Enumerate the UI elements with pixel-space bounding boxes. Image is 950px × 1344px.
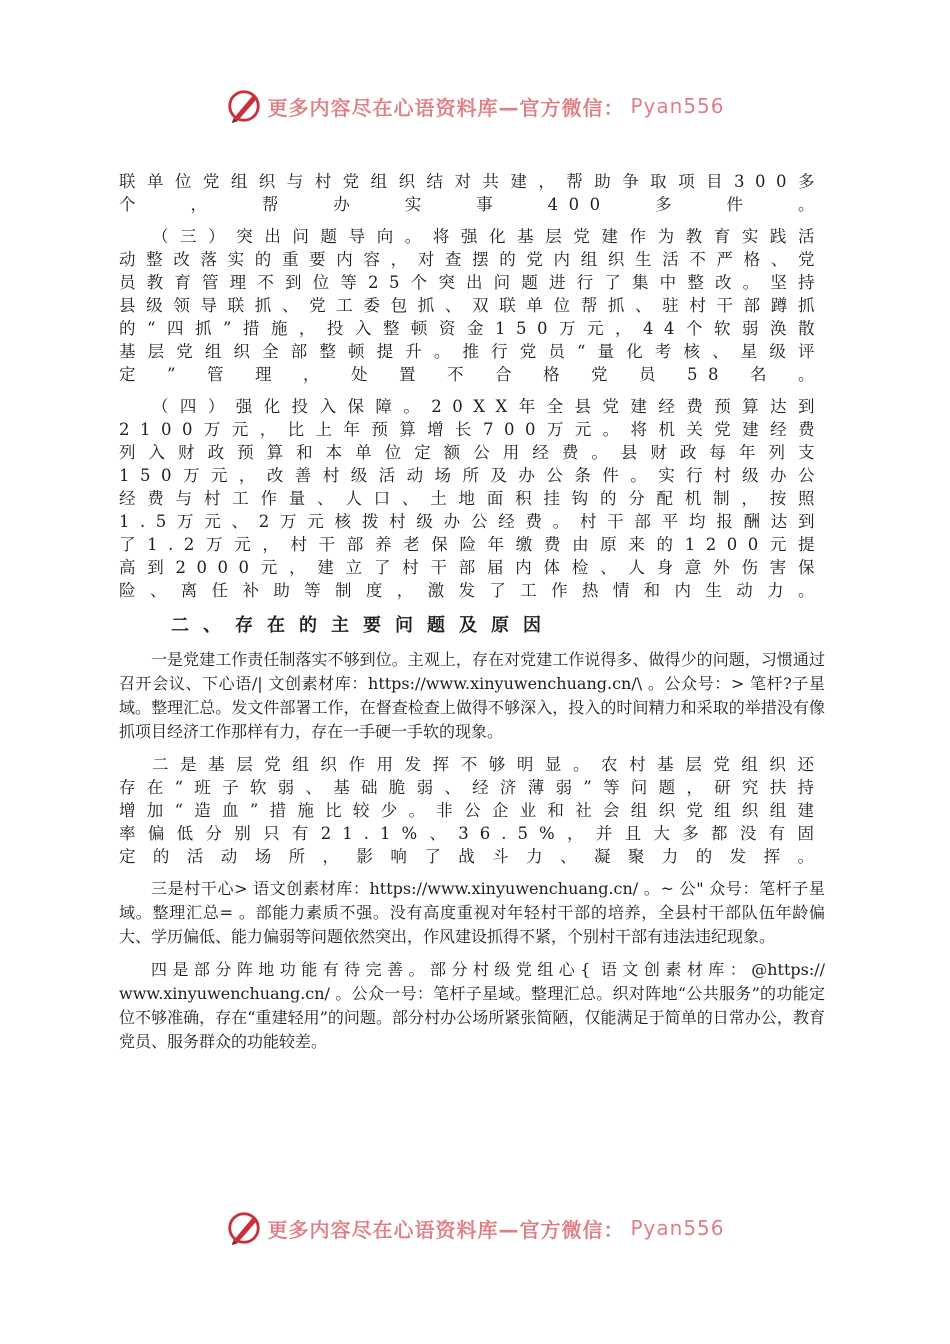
problem-4: 四是部分阵地功能有待完善。部分村级党组心{ 语文创素材库：@https:// www.xinyuwenchuang.cn/ 。公众一号：笔杆子星域。整理汇总。织对阵地“公共服务”的功能定位不够准确，存在“重建轻用”的问题。部分村办公场所紧张简陋，仅能满足于简单的日常办公，教育党员、服务群众的功能较差。	[119, 960, 825, 1051]
pen-logo-icon	[225, 1209, 263, 1247]
watermark-banner-top	[0, 84, 950, 128]
watermark-banner-bottom	[0, 1206, 950, 1250]
watermark-text: 更多内容尽在心语资料库—官方微信：	[267, 1217, 625, 1242]
problem-1: 一是党建工作责任制落实不够到位。主观上，存在对党建工作说得多、做得少的问题，习惯通过召开会议、下心语/| 文创素材库：https://www.xinyuwenchuang.cn/\ 。公众号：> 笔杆?子星域。整理汇总。发文件部署工作，在督查检查上做得不够深入，投入的时间精力和采取的举措没有像抓项目经济工作那样有力，存在一手硬一手软的现象。	[119, 650, 825, 741]
problem-2: 二是基层党组织作用发挥不够明显。农村基层党组织还存在“班子软弱、基础脆弱、经济薄弱”等问题，研究扶持增加“造血”措施比较少。非公企业和社会组织党组织组建率偏低分别只有21.1%、36.5%，并且大多都没有固定的活动场所，影响了战斗力、凝聚力的发挥。	[119, 755, 825, 866]
paragraph-3: （三）突出问题导向。将强化基层党建作为教育实践活动整改落实的重要内容，对查摆的党内组织生活不严格、党员教育管理不到位等25个突出问题进行了集中整改。坚持县级领导联抓、党工委包抓、双联单位帮抓、驻村干部蹲抓的“四抓”措施，投入整顿资金150万元，44个软弱涣散基层党组织全部整顿提升。推行党员“量化考核、星级评定”管理，处置不合格党员58名。	[119, 227, 825, 384]
watermark-handle: Pyan556	[630, 94, 725, 118]
document-body	[119, 170, 825, 1054]
section-heading: 二、存在的主要问题及原因	[171, 615, 555, 636]
paragraph-1: 联单位党组织与村党组织结对共建，帮助争取项目300多个，帮办实事400多件。	[119, 172, 825, 214]
watermark-handle: Pyan556	[630, 1216, 725, 1240]
problem-3: 三是村干心> 语文创素材库：https://www.xinyuwenchuang.cn/ 。~ 公" 众号：笔杆子星域。整理汇总= 。部能力素质不强。没有高度重视对年轻村干部的培养，全县村干部队伍年龄偏大、学历偏低、能力偏弱等问题依然突出，作风建设抓得不紧，个别村干部有违法违纪现象。	[119, 879, 825, 946]
watermark-text: 更多内容尽在心语资料库—官方微信：	[267, 95, 625, 120]
paragraph-4: （四）强化投入保障。20XX年全县党建经费预算达到2100万元，比上年预算增长700万元。将机关党建经费列入财政预算和本单位定额公用经费。县财政每年列支150万元，改善村级活动场所及办公条件。实行村级办公经费与村工作量、人口、土地面积挂钩的分配机制，按照1.5万元、2万元核拨村级办公经费。村干部平均报酬达到了1.2万元，村干部养老保险年缴费由原来的1200元提高到2000元，建立了村干部届内体检、人身意外伤害保险、离任补助等制度，激发了工作热情和内生动力。	[119, 397, 825, 600]
pen-logo-icon	[225, 87, 263, 125]
